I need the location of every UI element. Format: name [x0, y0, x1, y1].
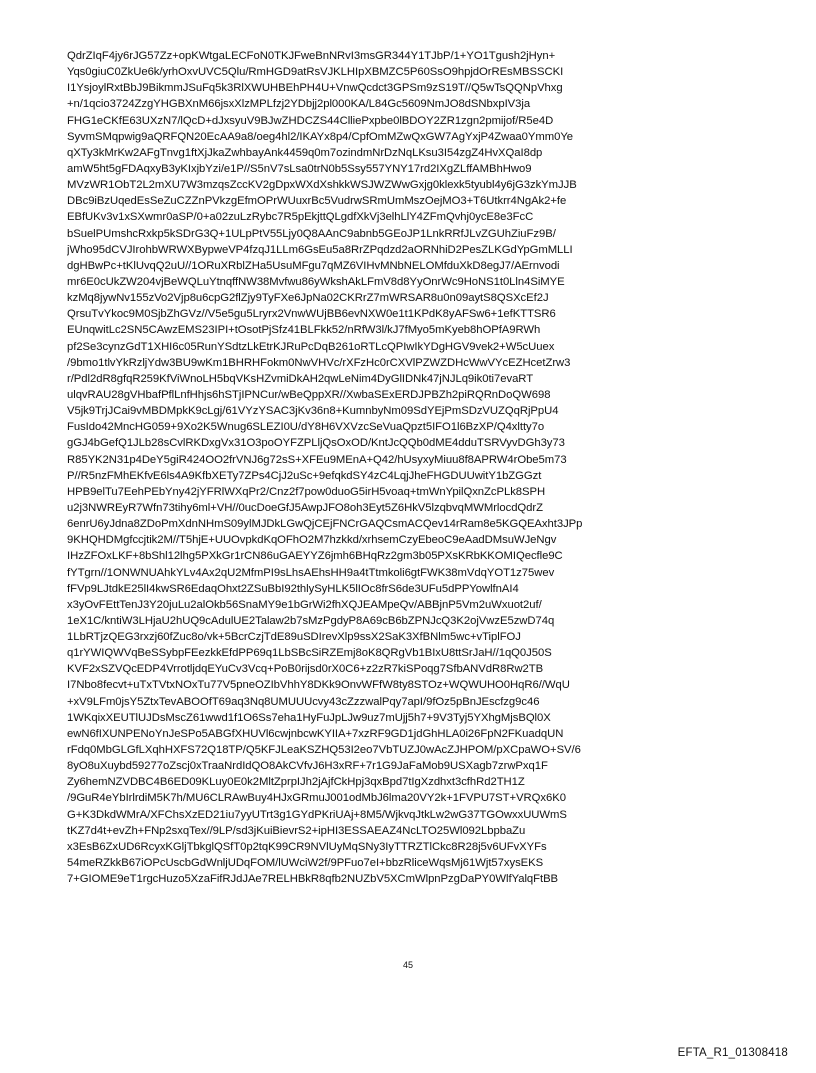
- text-line: amW5ht5gFDAqxyB3yKIxjbYzi/e1P//S5nV7sLsa0trN0b5Ssy557YNY17rd2IXgZLffAMBhHwo9: [67, 162, 532, 175]
- text-line: HPB9elTu7EehPEbYny42jYFRlWXqPr2/Cnz2f7pow0duoG5irH5voaq+tmWnYpilQxnZcPLk8SPH: [67, 485, 546, 498]
- text-line: /9bmo1tlvYkRzljYdw3BU9wKm1BHRHFokm0NwVHVc/rXFzHc0rCXVlPZWZDHcWwVYcEZHcetZrw3: [67, 356, 571, 369]
- text-line: +xV9LFm0jsY5ZtxTevABOOfT69aq3Nq8UMUUUcvy43cZzzwalPqy7apI/9fOz5pBnJEscfzg9c46: [67, 695, 540, 708]
- document-id: EFTA_R1_01308418: [677, 1047, 788, 1059]
- encoded-text-block: [67, 48, 757, 887]
- text-line: Yqs0giuC0ZkUe6k/yrhOxvUVC5Qlu/RmHGD9atRsVJKLHIpXBMZC5P60SsO9hpjdOrREsMBSSCKI: [67, 66, 564, 79]
- text-line: V5jk9TrjJCai9vMBDMpkK9cLgj/61VYzYSAC3jKv36n8+KumnbyNm09SdYEjPmSDzVUZQqRjPpU4: [67, 405, 559, 418]
- text-line: r/Pdl2dR8gfqR259KfViWnoLH5bqVKsHZvmiDkAH2qwLeNim4DyGlIDNk47jNJLq9ik0ti7evaRT: [67, 372, 534, 385]
- text-line: /9GuR4eYbIrlrdiM5K7h/MU6CLRAwBuy4HJxGRmuJ001odMbJ6lma20VY2k+1FVPU7ST+VRQx6K0: [67, 792, 566, 805]
- text-line: G+K3DkdWMrA/XFChsXzED21iu7yyUTrt3g1GYdPKriUAj+8M5/WjkvqJtkLw2wG37TGOwxxUUWmS: [67, 808, 567, 821]
- text-line: Zy6hemNZVDBC4B6ED09KLuy0E0k2MltZprpIJh2jAjfCkHpj3qxBpd7tIgXzdhxt3cfhRd2TH1Z: [67, 776, 525, 789]
- text-line: gGJ4bGefQ1JLb28sCvlRKDxgVx31O3poOYFZPLljQsOxOD/KntJcQQb0dME4dduTSRVyvDGh3y73: [67, 437, 565, 450]
- text-line: 6enrU6yJdna8ZDoPmXdnNHmS09ylMJDkLGwQjCEjFNCrGAQCsmACQev14rRam8e5KGQEAxht3JPp: [67, 518, 583, 531]
- text-line: fFVp9LJtdkE25lI4kwSR6EdaqOhxt2ZSuBbI92thlySyHLK5lIOc8frS6de3UFu5dPPYowlfnAI4: [67, 582, 519, 595]
- text-line: tKZ7d4t+evZh+FNp2sxqTex//9LP/sd3jKuiBievrS2+ipHI3ESSAEAZ4NcLTO25Wl092LbpbaZu: [67, 824, 526, 837]
- text-line: FusIdo42MncHG059+9Xo2K5Wnug6SLEZI0U/dY8H6VXVzcSeVuaQpzt5IFO1l6BzXP/Q4xltty7o: [67, 421, 545, 434]
- text-line: jWho95dCVJIrohbWRWXBypweVP4fzqJ1LLm6GsEu5a8RrZPqdzd2aORNhiD2PesZLKGdYpGmMLLI: [67, 243, 573, 256]
- text-line: mr6E0cUkZW204vjBeWQLuYtnqffNW38Mvfwu86yWkshAkLFmV8d8YyOnrWc9HoNS1t0Lln4SiMYE: [67, 275, 565, 288]
- text-line: DBc9iBzUqedEsSeZuCZZnPVkzgEfmOPrWUuxrBc5VudrwSRmUmMszOejMO3+T6Utkrr4NgAk2+fe: [67, 195, 567, 208]
- text-line: I7Nbo8fecvt+uTxTVtxNOxTu77V5pneOZIbVhhY8DKk9OnvWFfW8ty8STOz+WQWUHO0HqR6//WqU: [67, 679, 570, 692]
- text-line: 7+GIOME9eT1rgcHuzo5XzaFifRJdJAe7RELHBkR8qfb2NUZbV5XCmWlpnPzgDaPY0WlfYalqFtBB: [67, 873, 559, 886]
- text-line: q1rYWIQWVqBeSSybpFEezkkEfdPP69q1LbSBcSiRZEmj8oK8QRgVb1BIxU8ttSrJaH//1qQ0J50S: [67, 647, 552, 660]
- text-line: qXTy3kMrKw2AFgTnvg1ftXjJkaZwhbayAnk4459q0m7ozindmNrDzNqLKsu3I54zgZ4HvXQaI8dp: [67, 146, 543, 159]
- text-line: 54meRZkkB67iOPcUscbGdWnljUDqFOM/lUWciW2f/9PFuo7eI+bbzRliceWqsMj61Wjt57xysEKS: [67, 857, 544, 870]
- text-line: QrsuTvYkoc9M0SjbZhGVz//V5e5gu5Lryrx2VnwWUjBB6evNXW0e1t1KPdK8yAFSw6+1efKTTSR6: [67, 308, 556, 321]
- text-line: u2j3NWREyR7Wfn73tihy6ml+VH//0ucDoeGfJ5AwpJFO8oh3Eyt5Z6HkV5lzqbvqMWMrlocdQdrZ: [67, 501, 543, 514]
- text-line: dgHBwPc+tKlUvqQ2uU//1ORuXRblZHa5UsuMFgu7qMZ6VIHvMNbNELOMfduXkD8egJ7/AErnvodi: [67, 259, 560, 272]
- text-line: KVF2xSZVQcEDP4VrrotljdqEYuCv3Vcq+PoB0rijsd0rX0C6+z2zR7kiSPoqg7SfbANVdR8Rw2TB: [67, 663, 544, 676]
- text-line: x3yOvFEttTenJ3Y20juLu2alOkb56SnaMY9e1bGrWi2fhXQJEAMpeQv/ABBjnP5Vm2uWxuot2uf/: [67, 598, 542, 611]
- text-line: +n/1qcio3724ZzgYHGBXnM66jsxXlzMPLfzj2YDbjj2pl000KA/L84Gc5609NmJO8dSNbxpIV3ja: [67, 98, 531, 111]
- text-line: MVzWR1ObT2L2mXU7W3mzqsZccKV2gDpxWXdXshkkWSJWZWwGxjg0klexk5tyubl4y6jG3zkYmJJB: [67, 179, 577, 192]
- text-line: SyvmSMqpwig9aQRFQN20EcAA9a8/oeg4hl2/IKAYx8p4/CpfOmMZwQxGW7AgYxjP4Zwaa0Ymm0Ye: [67, 130, 574, 143]
- text-line: rFdq0MbGLGfLXqhHXFS72Q18TP/Q5KFJLeaKSZHQ53I2eo7VbTUZJ0wAcZJHPOM/pXCpaWO+SV/6: [67, 744, 581, 757]
- text-line: ewN6fIXUNPENoYnJeSPo5ABGfXHUVl6cwjnbcwKYIIA+7xzRF9GD1jdGhHLA0i26FpN2FKuadqUN: [67, 727, 564, 740]
- text-line: ulqvRAU28gVHbafPflLnfHhjs6hSTjIPNCur/wBeQppXR//XwbaSExERDJPBZh2piRQRnDoQW698: [67, 388, 551, 401]
- text-line: IHzZFOxLKF+8bShl12lhg5PXkGr1rCN86uGAEYYZ6jmh6BHqRz2gm3b05PXsKRbKKOMIQecfle9C: [67, 550, 563, 563]
- text-line: 9KHQHDMgfccjtik2M//T5hjE+UUOvpkdKqOFhO2M7hzkkd/xrhsemCzyEbeoC9eAadDMsuWJeNgv: [67, 534, 557, 547]
- text-line: 1WKqixXEUTlUJDsMscZ61wwd1f1O6Ss7eha1HyFuJpLJw9uz7mUjj5h7+9V3Tyj5YXhgMjsBQl0X: [67, 711, 551, 724]
- page-number: 45: [402, 960, 413, 970]
- text-line: pf2Se3cynzGdT1XHI6c05RunYSdtzLkEtrKJRuPcDqB261oRTLcQPIwIkYDgHGV9vek2+W5cUuex: [67, 340, 555, 353]
- text-line: fYTgrn//1ONWNUAhkYLv4Ax2qU2MfmPI9sLhsAEhsHH9a4tTtmkoli6gtFWK38mVdqYOT1z75wev: [67, 566, 555, 579]
- text-line: 8yO8uXuybd59277oZscj0xTraaNrdIdQO8AkCVfvJ6H3xRF+7r1G9JaFaMob9USXagb7zrwPxq1F: [67, 760, 548, 773]
- text-line: FHG1eCKfE63UXzN7/lQcD+dJxsyuV9BJwZHDCZS44ClliePxpbe0lBDOY2ZR1zgn2pmijof/R5e4D: [67, 114, 554, 127]
- text-line: EUnqwitLc2SN5CAwzEMS23IPI+tOsotPjSfz41BLFkk52/nRfW3l/kJ7fMyo5mKyeb8hOPfA9RWh: [67, 324, 541, 337]
- text-line: x3EsB6ZxUD6RcyxKGljTbkglQSfT0p2tqK99CR9NVlUyMqSNy3IyTTRZTlCkc8R28j5v6UFvXYFs: [67, 840, 547, 853]
- text-line: 1eX1C/kntiW3LHjaU2hUQ9cAdulUE2Talaw2b7sMzPgdyP8A69cB6bZPNJcQ3K2ojVwzE5zwD74q: [67, 614, 555, 627]
- text-line: EBfUKv3v1xSXwmr0aSP/0+a02zuLzRybc7R5pEkjttQLgdfXkVj3elhLlY4ZFmQvhj0ycE8e3FcC: [67, 211, 534, 224]
- text-line: R85YK2N31p4DeY5giR424OO2frVNJ6g72sS+XFEu9MEnA+Q42/hUsyxyMiuu8f8APRW4rObe5m73: [67, 453, 567, 466]
- text-line: I1YsjoylRxtBbJ9BikmmJSuFq5k3RlXWUHBEhPH4U+VnwQcdct3GPSm9zS19T//Q5wTsQQNpVhxg: [67, 82, 563, 95]
- text-line: QdrZIqF4jy6rJG57Zz+opKWtgaLECFoN0TKJFweBnNRvI3msGR344Y1TJbP/1+YO1Tgush2jHyn+: [67, 50, 556, 62]
- text-line: 1LbRTjzQEG3rxzj60fZuc8o/vk+5BcrCzjTdE89uSDIrevXlp9ssX2SaK3XfBNlm5wc+vTiplFOJ: [67, 631, 521, 644]
- text-line: P//R5nzFMhEKfvE6ls4A9KfbXETy7ZPs4CjJ2uSc+9efqkdSY4zC4LqjJheFHGDUUwitY1bZGGzt: [67, 469, 542, 482]
- text-line: bSuelPUmshcRxkp5kSDrG3Q+1ULpPtV55Ljy0Q8AAnC9abnb5GEoJP1LnkRRfJLvZGUhZiuFz9B/: [67, 227, 556, 240]
- text-line: kzMq8jywNv155zVo2Vjp8u6cpG2flZjy9TyFXe6JpNa02CKRrZ7mWRSAR8u0n09aytS8QSXcEf2J: [67, 292, 549, 305]
